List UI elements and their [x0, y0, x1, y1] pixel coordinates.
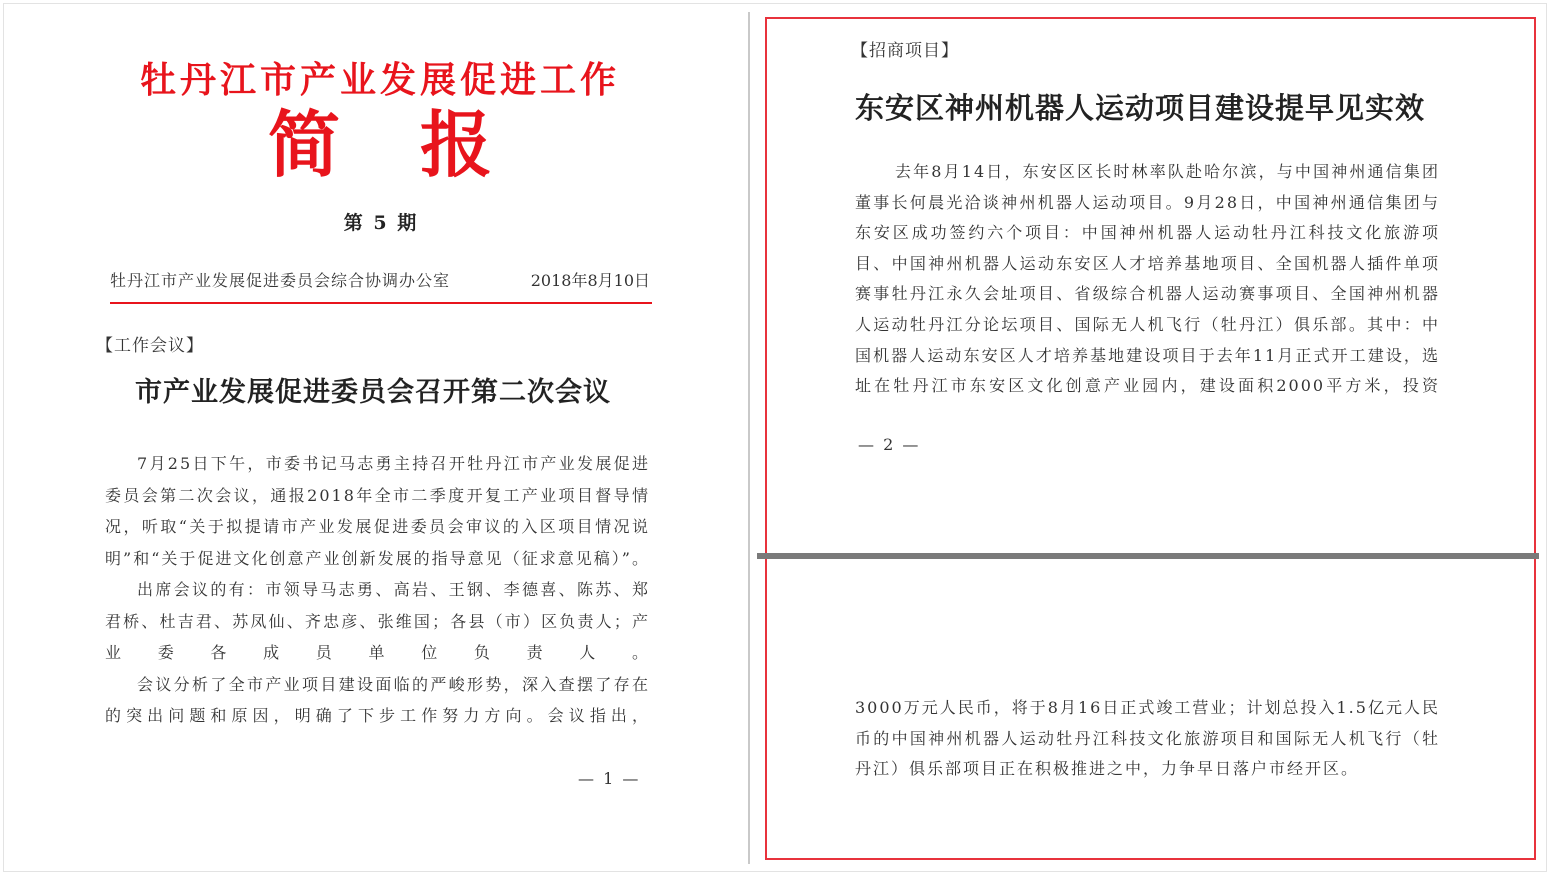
- page-divider: [748, 12, 750, 864]
- section-tag: 【招商项目】: [851, 41, 959, 61]
- article-title: 东安区神州机器人运动项目建设提早见实效: [855, 91, 1426, 125]
- article-body: [855, 157, 1440, 402]
- page-break-separator: [757, 553, 1539, 559]
- paragraph: 会议分析了全市产业项目建设面临的严峻形势，深入查摆了存在的突出问题和原因，明确了下步工作努力方向。会议指出，: [105, 674, 650, 725]
- issue-value: 5: [373, 212, 387, 234]
- page-number: — 1 —: [578, 769, 641, 788]
- issue-suffix: 期: [397, 212, 417, 234]
- issue-number: [90, 208, 670, 235]
- page-number: — 2 —: [858, 435, 921, 454]
- publisher-name: 牡丹江市产业发展促进委员会综合协调办公室: [110, 271, 451, 290]
- header-red-rule: [110, 302, 652, 304]
- article-body: [105, 448, 650, 732]
- paragraph: 3000万元人民币，将于8月16日正式竣工营业；计划总投入1.5亿元人民币的中国神州机器人运动牡丹江科技文化旅游项目和国际无人机飞行（牡丹江）俱乐部项目正在积极推进之中，力争早日落户市经开区。: [855, 698, 1440, 778]
- article-continuation: [855, 693, 1440, 785]
- bulletin-title: 简报: [267, 102, 572, 187]
- publication-date: 2018年8月10日: [530, 271, 650, 290]
- paragraph: 出席会议的有：市领导马志勇、高岩、王钢、李德喜、陈苏、郑君桥、杜吉君、苏凤仙、齐忠彦、张维国；各县（市）区负责人；产业委各成员单位负责人。: [105, 580, 650, 662]
- left-page: [90, 40, 670, 840]
- paragraph: 去年8月14日，东安区区长时林率队赴哈尔滨，与中国神州通信集团董事长何晨光洽谈神州机器人运动项目。9月28日，中国神州通信集团与东安区成功签约六个项目：中国神州机器人运动牡丹江科技文化旅游项目、中国神州机器人运动东安区人才培养基地项目、全国机器人插件单项赛事牡丹江永久会址项目、省级综合机器人运动赛事项目、全国神州机器人运动牡丹江分论坛项目、国际无人机飞行（牡丹江）俱乐部。其中：中国机器人运动东安区人才培养基地建设项目于去年11月正式开工建设，选址在牡丹江市东安区文化创意产业园内，建设面积2000平方米，投资: [855, 162, 1440, 396]
- section-tag: 【工作会议】: [96, 336, 204, 356]
- publication-info: [110, 268, 650, 298]
- article-title: 市产业发展促进委员会召开第二次会议: [135, 377, 611, 408]
- masthead-title: 牡丹江市产业发展促进工作: [139, 59, 620, 101]
- issue-prefix: 第: [343, 212, 363, 234]
- paragraph: 7月25日下午，市委书记马志勇主持召开牡丹江市产业发展促进委员会第二次会议，通报2018年全市二季度开复工产业项目督导情况，听取“关于拟提请市产业发展促进委员会审议的入区项目情况说明”和“关于促进文化创意产业创新发展的指导意见（征求意见稿）”。: [105, 454, 650, 568]
